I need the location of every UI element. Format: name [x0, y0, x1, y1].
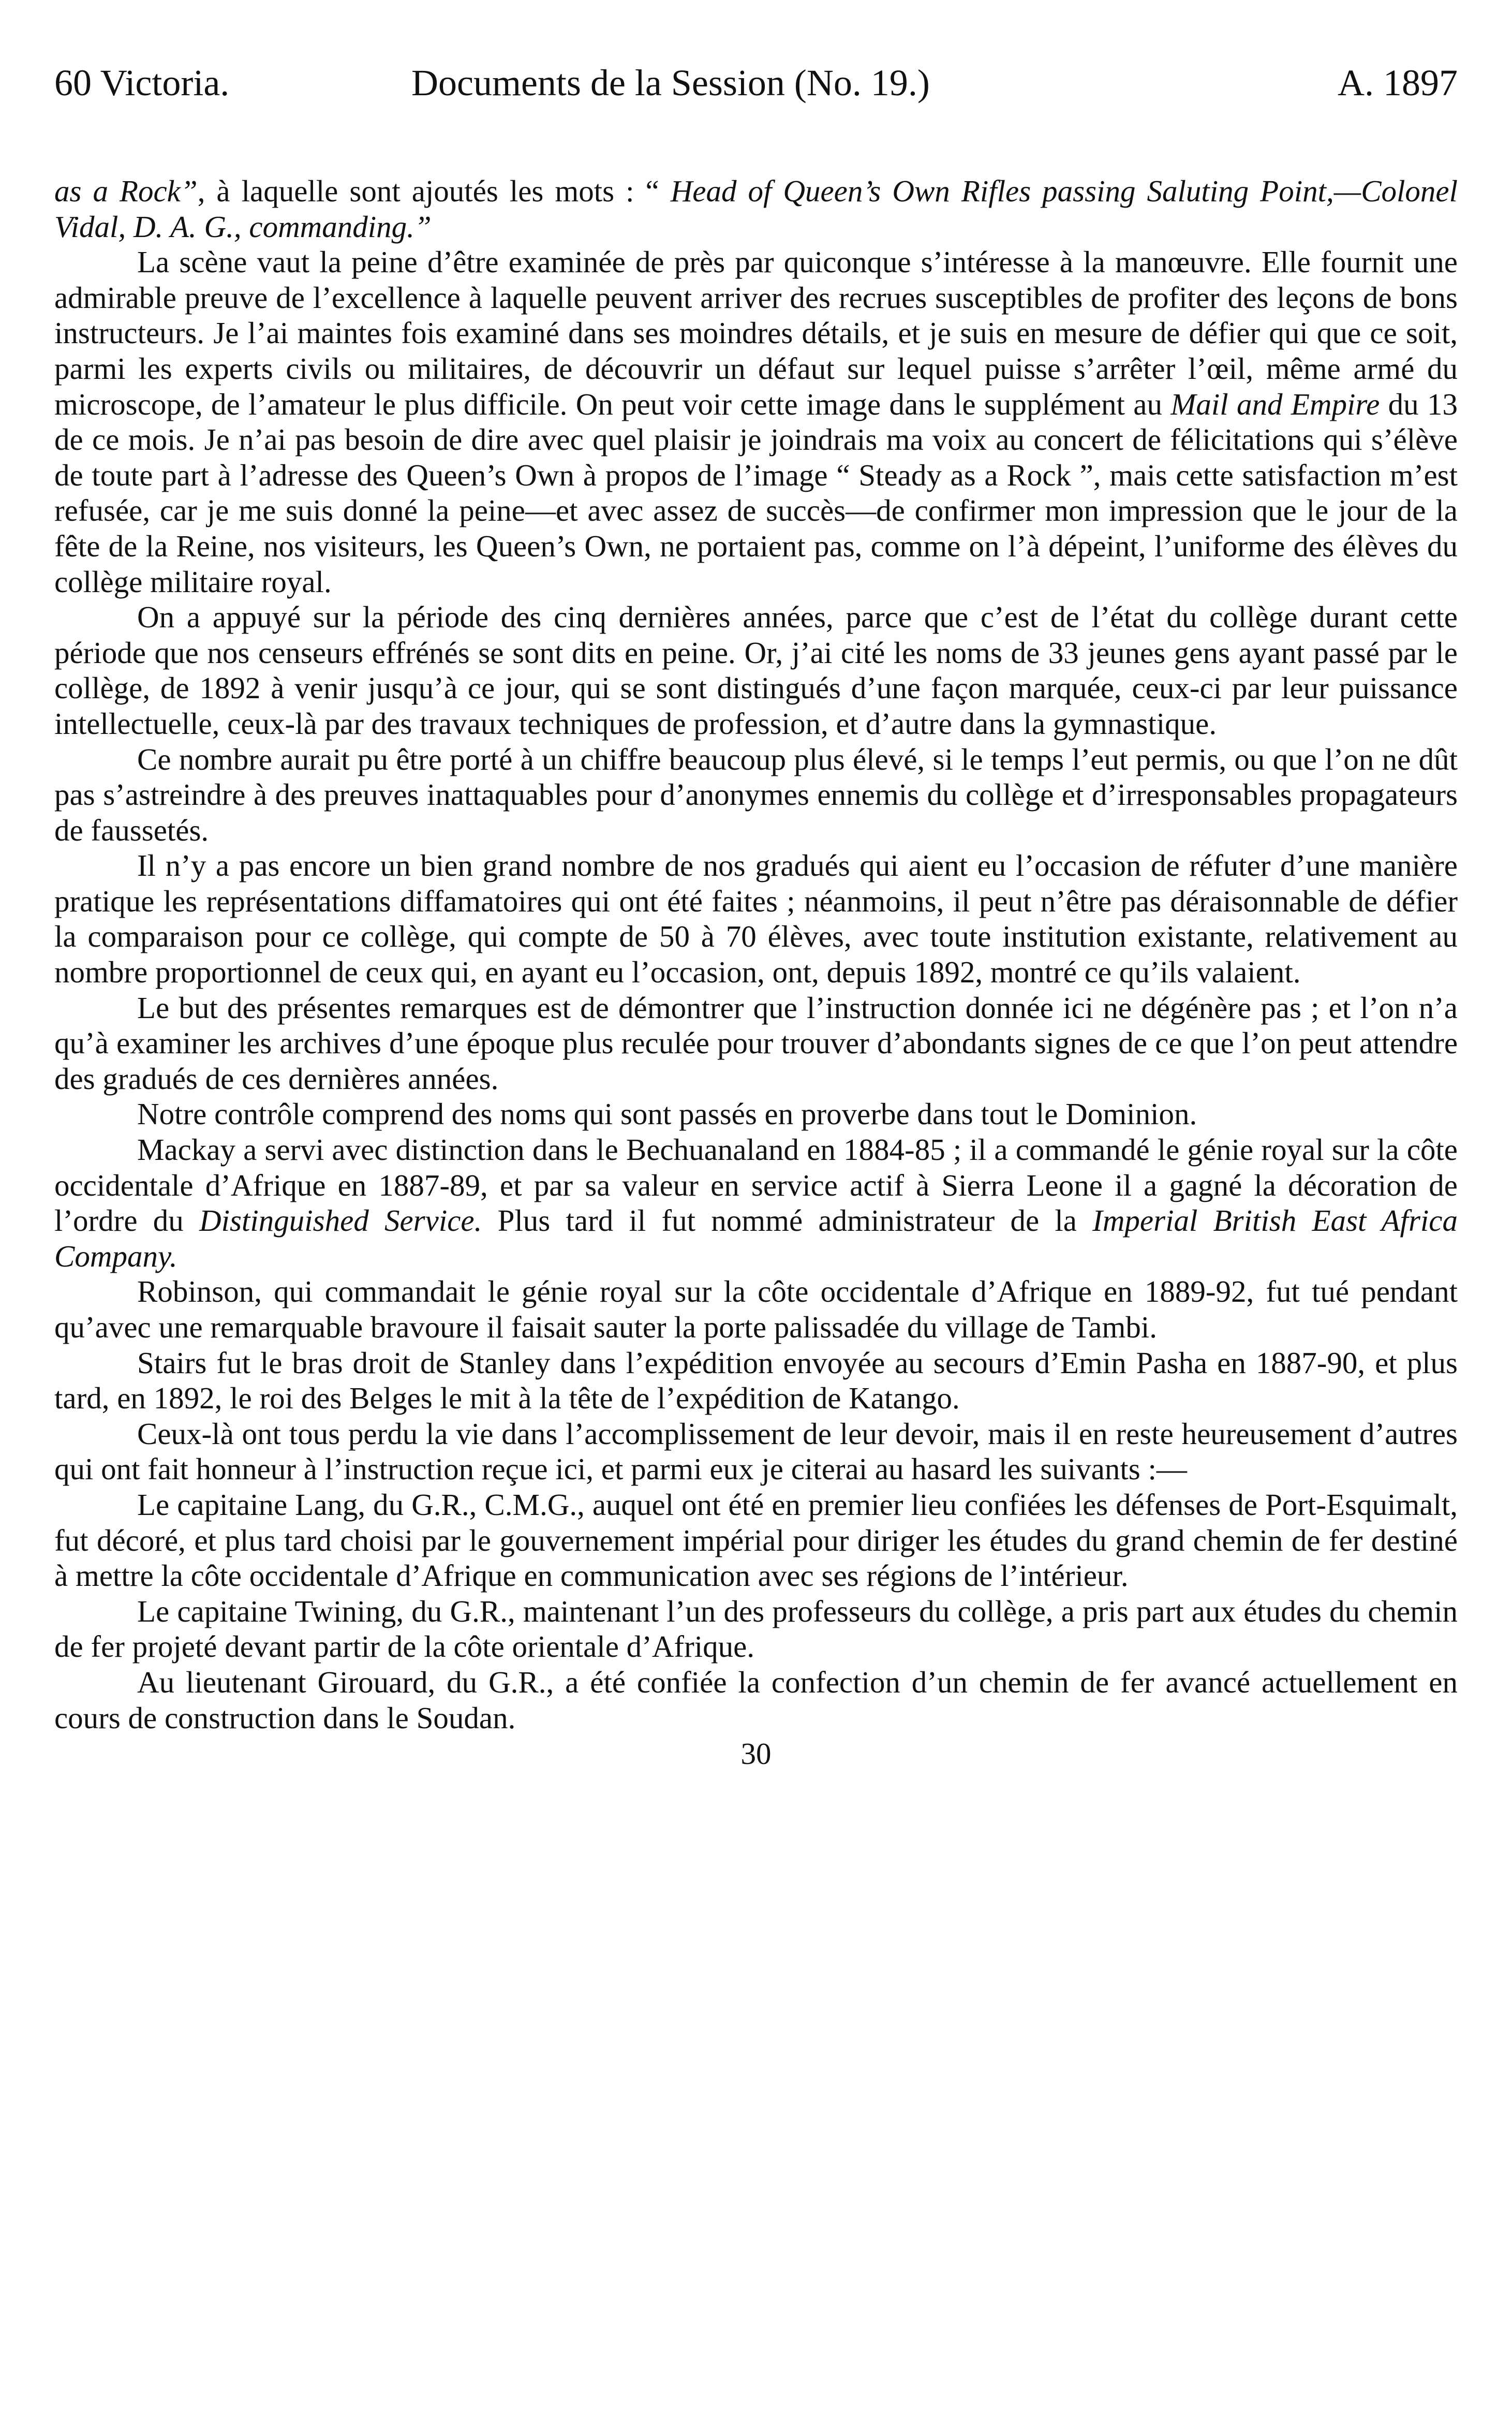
document-page — [54, 49, 1458, 2389]
paragraph — [54, 1096, 1458, 1132]
paragraph — [54, 244, 1458, 599]
paragraph — [54, 990, 1458, 1097]
text-run: , à laquelle sont ajoutés les mots : “ — [197, 174, 671, 208]
text-run: Il n’y a pas encore un bien grand nombre de nos gradués qui aient eu l’occasion de réfuter d’une manière pratique les représentations diffamatoires qui ont été faites ; néanmoins, il peut n’être pas déraisonnable de défier la comparaison pour ce collège, qui compte de 50 à 70 élèves, avec toute institution existante, relativement au nombre proportionnel de ceux qui, en ayant eu l’occasion, ont, depuis 1892, montré ce qu’ils valaient. — [54, 848, 1458, 990]
header-right: A. 1897 — [1338, 62, 1458, 104]
header-title: Documents de la Session (No. 19.) — [411, 62, 930, 104]
paragraph — [54, 1132, 1458, 1274]
text-run: La scène vaut la peine d’être examinée de près par quiconque s’intéresse à la manœuvre. Elle fournit une admirable preuve de l’excellence à laquelle peuvent arriver des recrues susceptibles de profiter des leçons de bons instructeurs. Je l’ai maintes fois examiné dans ses moindres détails, et je suis en mesure de défier qui que ce soit, parmi les experts civils ou militaires, de découvrir un défaut sur lequel puisse s’arrêter l’œil, même armé du microscope, de l’amateur le plus difficile. On peut voir cette image dans le supplément au — [54, 245, 1458, 421]
running-header — [54, 49, 1458, 116]
text-run: Notre contrôle comprend des noms qui sont passés en proverbe dans tout le Dominion. — [137, 1097, 1197, 1131]
paragraph — [54, 173, 1458, 244]
text-run: Le capitaine Lang, du G.R., C.M.G., auquel ont été en premier lieu confiées les défenses de Port-Esquimalt, fut décoré, et plus tard choisi par le gouvernement impérial pour diriger les études du grand chemin de fer destiné à mettre la côte occidentale d’Afrique en communication avec ses régions de l’intérieur. — [54, 1487, 1458, 1593]
page-number: 30 — [740, 1737, 772, 1771]
text-run: Stairs fut le bras droit de Stanley dans l’expédition envoyée au secours d’Emin Pasha en 1887-90, et plus tard, en 1892, le roi des Belges le mit à la tête de l’expédition de Katango. — [54, 1345, 1458, 1416]
paragraph — [54, 599, 1458, 741]
text-run: Au lieutenant Girouard, du G.R., a été confiée la confection d’un chemin de fer avancé actuellement en cours de construction dans le Soudan. — [54, 1665, 1458, 1735]
text-run: Mackay a servi avec distinction dans le Bechuanaland en 1884-85 ; il a commandé le génie royal sur la côte occidentale d’Afrique en 1887-89, et par sa valeur en service actif à Sierra Leone il a gagné la décoration de l’ordre du — [54, 1132, 1458, 1238]
paragraph — [54, 742, 1458, 848]
italic-text: Mail and Empire — [1170, 387, 1380, 421]
text-run: Plus tard il fut nommé administrateur de la — [482, 1203, 1093, 1238]
paragraph — [54, 1345, 1458, 1416]
paragraph — [54, 1416, 1458, 1487]
text-run: du 13 de ce mois. Je n’ai pas besoin de dire avec quel plaisir je joindrais ma voix au concert de félicitations qui s’élève de toute part à l’adresse des Queen’s Own à propos de l’image “ Steady as a Rock ”, mais cette satisfaction m’est refusée, car je me suis donné la peine—et avec assez de succès—de confirmer mon impression que le jour de la fête de la Reine, nos visiteurs, les Queen’s Own, ne portaient pas, comme on l’à dépeint, l’uniforme des élèves du collège militaire royal. — [54, 387, 1458, 599]
header-left: 60 Victoria. — [54, 62, 230, 104]
paragraph — [54, 1665, 1458, 1735]
paragraph — [54, 1274, 1458, 1345]
text-run: Le capitaine Twining, du G.R., maintenant l’un des professeurs du collège, a pris part aux études du chemin de fer projeté devant partir de la côte orientale d’Afrique. — [54, 1594, 1458, 1664]
text-run: On a appuyé sur la période des cinq dernières années, parce que c’est de l’état du collège durant cette période que nos censeurs effrénés se sont dits en peine. Or, j’ai cité les noms de 33 jeunes gens ayant passé par le collège, de 1892 à venir jusqu’à ce jour, qui se sont distingués d’une façon marquée, ceux-ci par leur puissance intellectuelle, ceux-là par des travaux techniques de profession, et d’autre dans la gymnastique. — [54, 600, 1458, 741]
text-run: Ce nombre aurait pu être porté à un chiffre beaucoup plus élevé, si le temps l’eut permis, ou que l’on ne dût pas s’astreindre à des preuves inattaquables pour d’anonymes ennemis du collège et d’irresponsables propagateurs de faussetés. — [54, 742, 1458, 847]
text-run: Le but des présentes remarques est de démontrer que l’instruction donnée ici ne dégénère pas ; et l’on n’a qu’à examiner les archives d’une époque plus reculée pour trouver d’abondants signes de ce que l’on peut attendre des gradués de ces dernières années. — [54, 990, 1458, 1096]
italic-text: Imperial British East Africa Company. — [54, 1203, 1458, 1273]
paragraph — [54, 848, 1458, 990]
body-text — [54, 173, 1458, 1735]
text-run: Robinson, qui commandait le génie royal sur la côte occidentale d’Afrique en 1889-92, fut tué pendant qu’avec une remarquable bravoure il faisait sauter la porte palissadée du village de Tambi. — [54, 1274, 1458, 1344]
text-run: Ceux-là ont tous perdu la vie dans l’accomplissement de leur devoir, mais il en reste heureusement d’autres qui ont fait honneur à l’instruction reçue ici, et parmi eux je citerai au hasard les suivants :— — [54, 1416, 1458, 1487]
italic-text: Distinguished Service. — [199, 1203, 482, 1238]
paragraph — [54, 1594, 1458, 1665]
italic-text: Head of Queen’s Own Rifles passing Saluting Point,—Colonel Vidal, D. A. G., commanding.” — [54, 174, 1458, 244]
paragraph — [54, 1487, 1458, 1594]
italic-text: as a Rock” — [54, 174, 198, 208]
